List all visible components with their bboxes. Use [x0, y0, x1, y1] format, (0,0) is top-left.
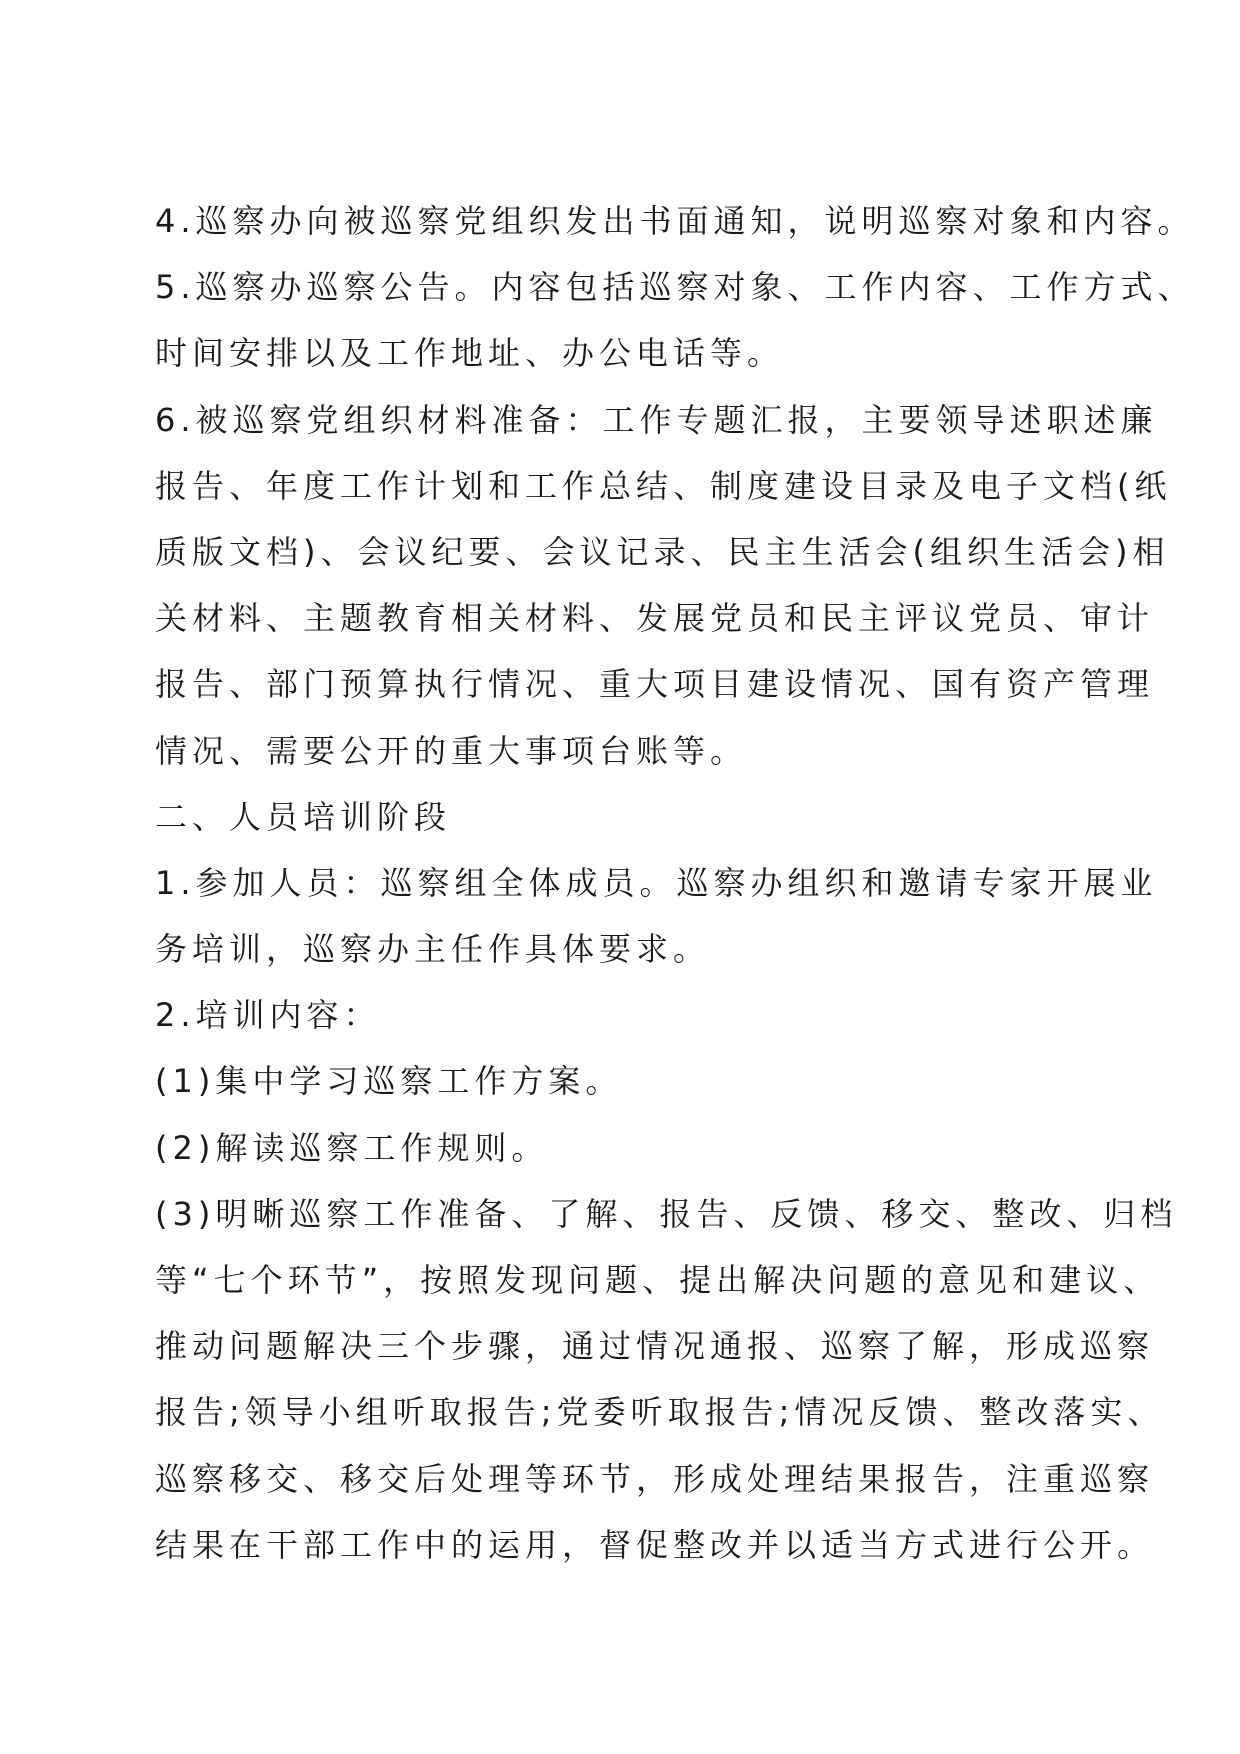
text-line-item-2-content: 2.培训内容： [155, 996, 381, 1035]
text-line: 时间安排以及工作地址、办公电话等。 [155, 334, 785, 373]
document-body [155, 188, 1195, 1578]
text-line: 报告、年度工作计划和工作总结、制度建设目录及电子文档(纸 [155, 466, 1172, 505]
text-line: 关材料、主题教育相关材料、发展党员和民主评议党员、审计 [155, 599, 1155, 638]
text-line: 报告、部门预算执行情况、重大项目建设情况、国有资产管理 [155, 665, 1155, 704]
text-line: 结果在干部工作中的运用，督促整改并以适当方式进行公开。 [155, 1525, 1155, 1564]
text-line: 情况、需要公开的重大事项台账等。 [155, 731, 748, 770]
text-line: 报告;领导小组听取报告;党委听取报告;情况反馈、整改落实、 [155, 1393, 1165, 1432]
text-line: 质版文档)、会议纪要、会议记录、民主生活会(组织生活会)相 [155, 532, 1170, 571]
section-heading-training: 二、人员培训阶段 [155, 797, 452, 836]
text-line-item-1-participants: 1.参加人员：巡察组全体成员。巡察办组织和邀请专家开展业 [155, 863, 1158, 902]
text-line-subitem-1: (1)集中学习巡察工作方案。 [155, 1062, 623, 1101]
text-line: 等“七个环节”，按照发现问题、提出解决问题的意见和建议、 [155, 1261, 1161, 1299]
text-line-subitem-2: (2)解读巡察工作规则。 [155, 1128, 549, 1167]
text-line: 务培训，巡察办主任作具体要求。 [155, 930, 711, 969]
text-line-item-5-announcement: 5.巡察办巡察公告。内容包括巡察对象、工作内容、工作方式、 [155, 268, 1195, 307]
text-line-item-4-notice: 4.巡察办向被巡察党组织发出书面通知，说明巡察对象和内容。 [155, 202, 1195, 240]
text-line: 推动问题解决三个步骤，通过情况通报、巡察了解，形成巡察 [155, 1327, 1155, 1366]
text-line-subitem-3: (3)明晰巡察工作准备、了解、报告、反馈、移交、整改、归档 [155, 1194, 1178, 1233]
text-line-item-6-materials: 6.被巡察党组织材料准备：工作专题汇报，主要领导述职述廉 [155, 400, 1158, 439]
text-line: 巡察移交、移交后处理等环节，形成处理结果报告，注重巡察 [155, 1459, 1155, 1498]
